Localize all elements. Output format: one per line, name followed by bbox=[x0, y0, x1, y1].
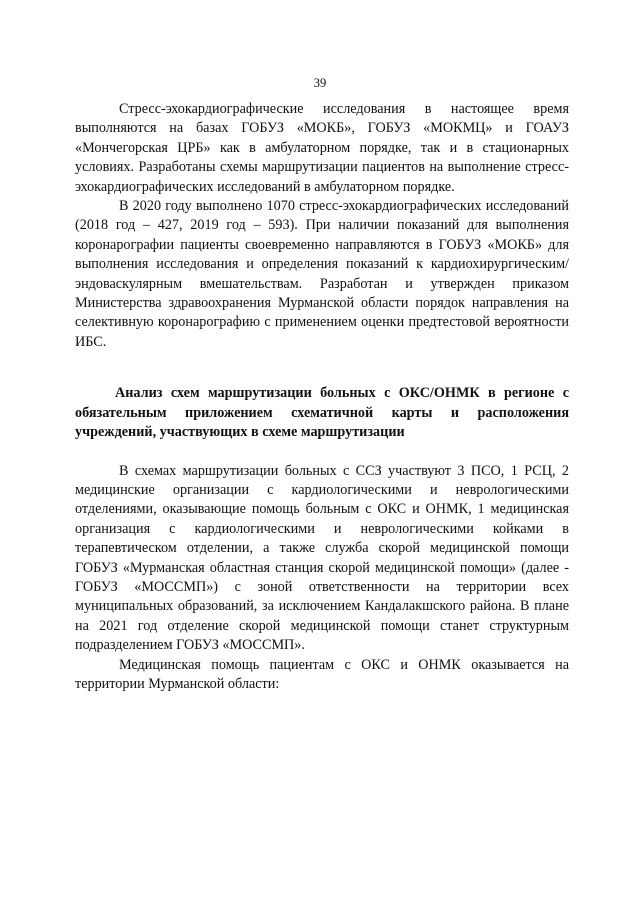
paragraph-stress-echo-bases: Стресс-эхокардиографические исследования в настоящее время выполняются на базах ГОБУЗ «МОКБ», ГОБУЗ «МОКМЦ» и ГОАУЗ «Мончегорская ЦРБ» как в амбулаторном порядке, так и в стационарных условиях. Разработаны схемы маршрутизации пациентов на выполнение стресс-эхокардиографических исследований в амбулаторном порядке. bbox=[75, 101, 569, 195]
section-heading: Анализ схем маршрутизации больных с ОКС/ОНМК в регионе с обязательным приложением схематичной карты и расположения учреждений, участвующих в схеме маршрутизации bbox=[75, 385, 569, 441]
page-number: 39 bbox=[313, 76, 327, 90]
spacer bbox=[75, 352, 569, 384]
paragraph-stress-echo-2020: В 2020 году выполнено 1070 стресс-эхокардиографических исследований (2018 год – 427, 2019 год – 593). При наличии показаний для выполнения коронарографии пациенты своевременно направляются в ГОБУЗ «МОКБ» для выполнения исследования и определения показаний к кардиохирургическим/эндоваскулярным вмешательствам. Разработан и утвержден приказом Министерства здравоохранения Мурманской области порядок направления на селективную коронарографию с применением оценки предтестовой вероятности ИБС. bbox=[75, 198, 569, 350]
page-content bbox=[75, 100, 569, 694]
paragraph-medical-help: Медицинская помощь пациентам с ОКС и ОНМК оказывается на территории Мурманской области: bbox=[75, 656, 569, 692]
spacer bbox=[75, 443, 569, 462]
paragraph-routing-schemes: В схемах маршрутизации больных с ССЗ участвуют 3 ПСО, 1 РСЦ, 2 медицинские организации с кардиологическими и неврологическими отделениями, оказывающие помощь больным с ОКС и ОНМК, 1 медицинская организация с кардиологическими и неврологическими койками в терапевтическом отделении, а также служба скорой медицинской помощи ГОБУЗ «Мурманская областная станция скорой медицинской помощи» (далее - ГОБУЗ «МОССМП») с зоной ответственности на территории всех муниципальных образований, за исключением Кандалакшского района. В плане на 2021 год отделение скорой медицинской помощи станет структурным подразделением ГОБУЗ «МОССМП». bbox=[75, 462, 569, 654]
